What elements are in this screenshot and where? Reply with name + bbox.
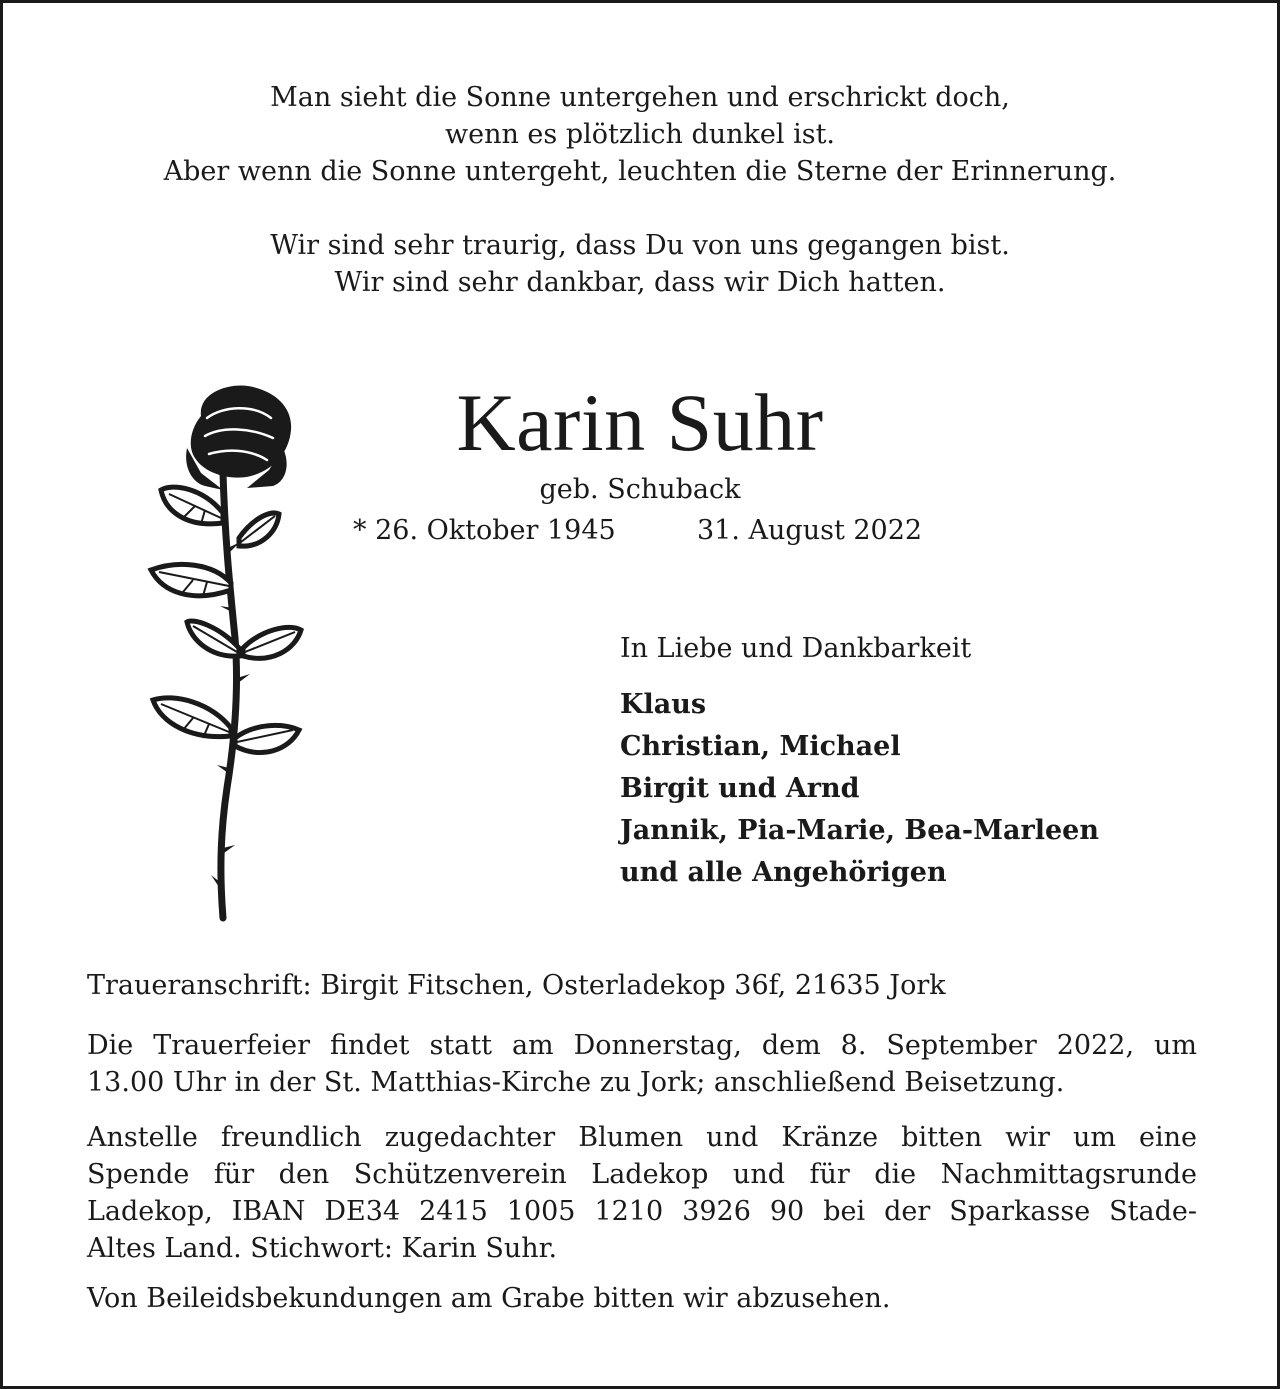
mourner-name: Jannik, Pia-Marie, Bea-Marleen bbox=[620, 815, 1099, 846]
poem-line: Man sieht die Sonne untergehen und erschrickt doch, bbox=[270, 82, 1010, 113]
donation-line: Ladekop, IBAN DE34 2415 1005 1210 3926 90 bei der Sparkasse Stade- bbox=[87, 1196, 1197, 1227]
mourner-name: Birgit und Arnd bbox=[620, 773, 860, 804]
mourning-address: Traueranschrift: Birgit Fitschen, Osterladekop 36f, 21635 Jork bbox=[87, 970, 946, 1001]
death-date: 31. August 2022 bbox=[697, 515, 923, 546]
deceased-name: Karin Suhr bbox=[456, 377, 824, 468]
birth-date: * 26. Oktober 1945 bbox=[353, 515, 616, 546]
mourners-intro: In Liebe und Dankbarkeit bbox=[620, 633, 972, 664]
poem-line: Wir sind sehr traurig, dass Du von uns gegangen bist. bbox=[270, 230, 1010, 261]
mourner-name: und alle Angehörigen bbox=[620, 857, 947, 888]
donation-line: Anstelle freundlich zugedachter Blumen und Kränze bitten wir um eine bbox=[87, 1122, 1197, 1153]
mourner-name: Christian, Michael bbox=[620, 731, 901, 762]
mourners-block bbox=[620, 630, 1099, 894]
birth-name: geb. Schuback bbox=[539, 474, 741, 505]
poem-line: wenn es plötzlich dunkel ist. bbox=[444, 119, 836, 150]
poem-stanza-2 bbox=[3, 227, 1277, 301]
donation-line: Spende für den Schützenverein Ladekop und für die Nachmittagsrunde bbox=[87, 1159, 1197, 1190]
ceremony-line: 13.00 Uhr in der St. Matthias-Kirche zu Jork; anschließend Beisetzung. bbox=[87, 1067, 1065, 1098]
donation-paragraph bbox=[87, 1119, 1197, 1267]
poem-line: Aber wenn die Sonne untergeht, leuchten die Sterne der Erinnerung. bbox=[163, 156, 1117, 187]
poem-line: Wir sind sehr dankbar, dass wir Dich hatten. bbox=[334, 267, 946, 298]
mourner-name: Klaus bbox=[620, 689, 707, 720]
donation-line: Altes Land. Stichwort: Karin Suhr. bbox=[87, 1233, 558, 1264]
ceremony-paragraph bbox=[87, 1027, 1197, 1101]
ceremony-line: Die Trauerfeier findet statt am Donnerstag, dem 8. September 2022, um bbox=[87, 1030, 1197, 1061]
condolences-note: Von Beileidsbekundungen am Grabe bitten wir abzusehen. bbox=[87, 1283, 891, 1314]
poem-stanza-1 bbox=[3, 79, 1277, 190]
